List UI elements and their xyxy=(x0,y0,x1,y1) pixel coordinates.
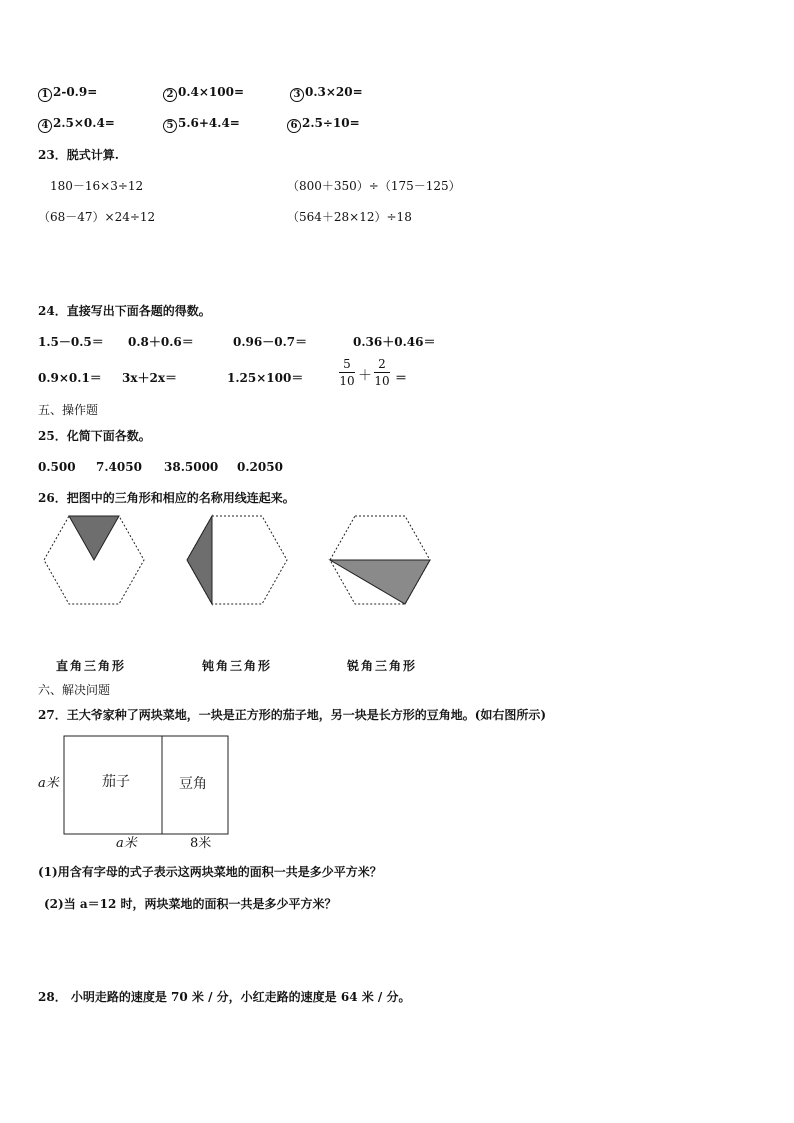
side-length-label: a米 xyxy=(38,776,59,791)
q23-expr-2: （800＋350）÷（175－125） xyxy=(287,179,461,193)
q24-expr: 0.36＋0.46＝ xyxy=(353,335,436,349)
q23-title: 23．脱式计算. xyxy=(38,148,119,162)
q28-title: 28． 小明走路的速度是 70 米 / 分，小红走路的速度是 64 米 / 分。 xyxy=(38,990,411,1004)
q24-expr: 1.5－0.5＝ xyxy=(38,335,104,349)
q24-expr: 0.96－0.7＝ xyxy=(233,335,308,349)
q25-number: 38.5000 xyxy=(164,460,219,474)
equals-sign: ＝ xyxy=(395,371,408,385)
circled-number: 6 xyxy=(287,119,301,133)
q22-expr: 5.6+4.4= xyxy=(178,116,240,130)
q27-title: 27．王大爷家种了两块菜地，一块是正方形的茄子地，另一块是长方形的豆角地。(如右图所示) xyxy=(38,708,547,722)
circled-number: 5 xyxy=(163,119,177,133)
q22-expr: 0.4×100= xyxy=(178,85,245,99)
section-heading: 六、解决问题 xyxy=(38,683,111,697)
q26-title: 26．把图中的三角形和相应的名称用线连起来。 xyxy=(38,491,295,505)
q24-expr: 3x＋2x＝ xyxy=(122,371,178,385)
q25-number: 7.4050 xyxy=(96,460,142,474)
q24-title: 24．直接写出下面各题的得数。 xyxy=(38,304,211,318)
q22-expr: 2.5÷10= xyxy=(302,116,360,130)
fraction-numerator: 2 xyxy=(378,357,386,371)
q24-expr: 1.25×100＝ xyxy=(227,371,304,385)
fraction-denominator: 10 xyxy=(374,374,390,388)
right-triangle-shaded xyxy=(69,516,119,560)
q24-expr: 0.9×0.1＝ xyxy=(38,371,102,385)
eggplant-label: 茄子 xyxy=(102,774,130,790)
bean-label: 豆角 xyxy=(179,776,207,792)
circled-number: 2 xyxy=(163,88,177,102)
obtuse-triangle-shaded xyxy=(187,516,212,604)
circled-number: 1 xyxy=(38,88,52,102)
q23-expr-1: 180－16×3÷12 xyxy=(50,179,144,193)
acute-triangle-shaded xyxy=(330,560,430,604)
fraction-numerator: 5 xyxy=(343,357,351,371)
q22-expr: 2-0.9= xyxy=(53,85,98,99)
bean-width-label: 8米 xyxy=(190,836,212,851)
q27-sub-question-2: (2)当 a＝12 时，两块菜地的面积一共是多少平方米？ xyxy=(44,897,337,911)
q27-sub-question-1: (1)用含有字母的式子表示这两块菜地的面积一共是多少平方米？ xyxy=(38,865,382,879)
section-heading: 五、操作题 xyxy=(38,403,99,417)
bottom-length-label: a米 xyxy=(116,836,137,851)
q25-number: 0.500 xyxy=(38,460,76,474)
label-obtuse-triangle: 钝角三角形 xyxy=(202,659,273,673)
circled-number: 4 xyxy=(38,119,52,133)
plus-sign: ＋ xyxy=(358,368,372,384)
q22-expr: 2.5×0.4= xyxy=(53,116,115,130)
label-acute-triangle: 锐角三角形 xyxy=(347,659,418,673)
fraction-denominator: 10 xyxy=(339,374,355,388)
circled-number: 3 xyxy=(290,88,304,102)
label-right-triangle: 直角三角形 xyxy=(56,659,127,673)
q22-expr: 0.3×20= xyxy=(305,85,363,99)
q23-expr-3: （68－47）×24÷12 xyxy=(38,210,156,224)
q23-expr-4: （564＋28×12）÷18 xyxy=(287,210,412,224)
q24-expr: 0.8＋0.6＝ xyxy=(128,335,194,349)
q25-title: 25．化简下面各数。 xyxy=(38,429,151,443)
q25-number: 0.2050 xyxy=(237,460,283,474)
